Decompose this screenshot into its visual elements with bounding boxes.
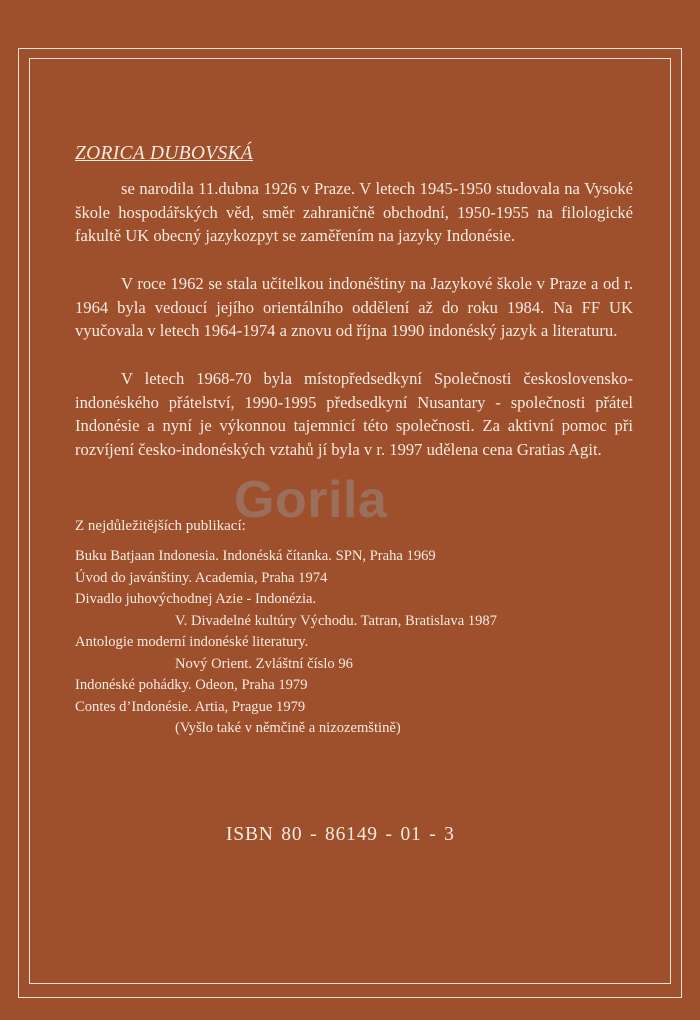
publication-item: Antologie moderní indonéské literatury. bbox=[75, 634, 309, 650]
publications-list bbox=[75, 546, 635, 740]
publication-item: Divadlo juhovýchodnej Azie - Indonézia. bbox=[75, 591, 317, 607]
publication-item: Úvod do javánštiny. Academia, Praha 1974 bbox=[75, 569, 328, 586]
author-name: ZORICA DUBOVSKÁ bbox=[75, 143, 254, 164]
publication-item: Buku Batjaan Indonesia. Indonéská čítanka. SPN, Praha 1969 bbox=[75, 548, 436, 564]
publication-item-note: (Vyšlo také v němčině a nizozemštině) bbox=[175, 720, 401, 736]
bio-paragraph-3: V letech 1968-70 byla místopředsedkyní Společnosti československo-indonéského přátelství, 1990-1995 předsedkyní Nusantary - společnosti přátel Indonésie a nyní je výkonnou tajemnicí této společnosti. Za aktivní pomoc při rozvíjení česko-indonéských vztahů jí byla v r. 1997 udělena cena Gratias Agit. bbox=[75, 369, 633, 459]
watermark-logo: Gorila bbox=[234, 471, 388, 529]
bio-paragraph-2: V roce 1962 se stala učitelkou indonéštiny na Jazykové škole v Praze a od r. 1964 byla vedoucí jejího orientálního oddělení až do roku 1984. Na FF UK vyučovala v letech 1964-1974 a znovu od října 1990 indonéský jazyk a literaturu. bbox=[75, 274, 633, 340]
publication-item: Contes d’Indonésie. Artia, Prague 1979 bbox=[75, 698, 306, 715]
publication-item: Indonéské pohádky. Odeon, Praha 1979 bbox=[75, 677, 308, 693]
publication-item-continuation: Nový Orient. Zvláštní číslo 96 bbox=[175, 655, 353, 672]
publications-heading: Z nejdůležitějších publikací: bbox=[75, 518, 246, 534]
publication-item-continuation: V. Divadelné kultúry Východu. Tatran, Bratislava 1987 bbox=[175, 612, 498, 629]
isbn-number: ISBN 80 - 86149 - 01 - 3 bbox=[226, 824, 455, 845]
bio-paragraph-1: se narodila 11.dubna 1926 v Praze. V letech 1945-1950 studovala na Vysoké škole hospodářských věd, směr zahraničně obchodní, 1950-1955 na filologické fakultě UK obecný jazykozpyt se zaměřením na jazyky Indonésie. bbox=[75, 179, 633, 245]
